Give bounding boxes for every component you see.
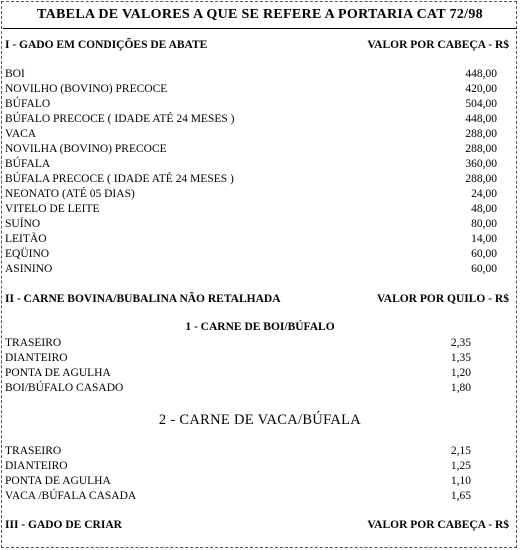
section-2-heading-row bbox=[5, 292, 515, 307]
item-value: 80,00 bbox=[471, 218, 497, 230]
table-row bbox=[5, 202, 515, 217]
item-label: EQÜINO bbox=[5, 248, 50, 260]
table-row bbox=[5, 489, 515, 504]
table-row bbox=[5, 366, 515, 381]
item-label: BOI/BÚFALO CASADO bbox=[5, 382, 124, 394]
table-row bbox=[5, 247, 515, 262]
item-value: 60,00 bbox=[471, 263, 497, 275]
item-label: BÚFALA PRECOCE ( IDADE ATÉ 24 MESES ) bbox=[5, 173, 234, 185]
item-value: 1,10 bbox=[450, 475, 471, 487]
table-row bbox=[5, 82, 515, 97]
item-label: TRASEIRO bbox=[5, 337, 62, 349]
item-value: 360,00 bbox=[465, 158, 497, 170]
item-value: 420,00 bbox=[465, 83, 497, 95]
document-title: TABELA DE VALORES A QUE SE REFERE A PORTARIA CAT 72/98 bbox=[37, 7, 483, 22]
item-label: BOI bbox=[5, 68, 25, 80]
item-label: ASININO bbox=[5, 263, 53, 275]
item-label: PONTA DE AGULHA bbox=[5, 475, 111, 487]
table-row bbox=[5, 127, 515, 142]
item-label: VACA /BÚFALA CASADA bbox=[5, 490, 137, 502]
item-value: 2,15 bbox=[450, 445, 471, 457]
table-row bbox=[5, 172, 515, 187]
table-row bbox=[5, 474, 515, 489]
section-3-heading: III - GADO DE CRIAR bbox=[5, 519, 122, 531]
table-row bbox=[5, 97, 515, 112]
table-row bbox=[5, 142, 515, 157]
item-value: 1,65 bbox=[450, 490, 471, 502]
item-value: 2,35 bbox=[450, 337, 471, 349]
table-row bbox=[5, 232, 515, 247]
table-row bbox=[5, 187, 515, 202]
item-value: 288,00 bbox=[465, 128, 497, 140]
item-label: PONTA DE AGULHA bbox=[5, 367, 111, 379]
item-value: 48,00 bbox=[471, 203, 497, 215]
table-row bbox=[5, 112, 515, 127]
section-1-heading: I - GADO EM CONDIÇÕES DE ABATE bbox=[5, 39, 208, 51]
table-row bbox=[5, 459, 515, 474]
table-row bbox=[5, 336, 515, 351]
document-page bbox=[1, 1, 517, 548]
item-value: 288,00 bbox=[465, 143, 497, 155]
item-label: BÚFALA bbox=[5, 158, 51, 170]
section-1-heading-row bbox=[5, 38, 515, 53]
item-label: TRASEIRO bbox=[5, 445, 62, 457]
subsection-1-heading: 1 - CARNE DE BOI/BÚFALO bbox=[185, 321, 335, 333]
item-value: 14,00 bbox=[471, 233, 497, 245]
table-row bbox=[5, 67, 515, 82]
table-row bbox=[5, 351, 515, 366]
item-label: DIANTEIRO bbox=[5, 460, 68, 472]
section-2-value-heading: VALOR POR QUILO - R$ bbox=[376, 293, 509, 305]
item-label: DIANTEIRO bbox=[5, 352, 68, 364]
item-label: VITELO DE LEITE bbox=[5, 203, 100, 215]
item-label: NOVILHA (BOVINO) PRECOCE bbox=[5, 143, 167, 155]
section-1-value-heading: VALOR POR CABEÇA - R$ bbox=[367, 39, 509, 51]
item-label: NOVILHO (BOVINO) PRECOCE bbox=[5, 83, 168, 95]
table-row bbox=[5, 262, 515, 277]
item-value: 504,00 bbox=[465, 98, 497, 110]
item-label: LEITÃO bbox=[5, 233, 47, 245]
title-divider bbox=[3, 28, 517, 29]
item-label: BÚFALO PRECOCE ( IDADE ATÉ 24 MESES ) bbox=[5, 113, 235, 125]
item-value: 1,35 bbox=[450, 352, 471, 364]
item-value: 1,25 bbox=[450, 460, 471, 472]
table-row bbox=[5, 157, 515, 172]
item-label: VACA bbox=[5, 128, 37, 140]
item-label: SUÍNO bbox=[5, 218, 41, 230]
subsection-2-heading: 2 - CARNE DE VACA/BÚFALA bbox=[158, 412, 362, 428]
item-value: 288,00 bbox=[465, 173, 497, 185]
item-value: 60,00 bbox=[471, 248, 497, 260]
section-2-heading: II - CARNE BOVINA/BUBALINA NÃO RETALHADA bbox=[5, 293, 281, 305]
item-value: 1,20 bbox=[450, 367, 471, 379]
item-value: 448,00 bbox=[465, 113, 497, 125]
table-row bbox=[5, 381, 515, 396]
item-value: 1,80 bbox=[450, 382, 471, 394]
section-3-value-heading: VALOR POR CABEÇA - R$ bbox=[367, 519, 509, 531]
item-value: 448,00 bbox=[465, 68, 497, 80]
item-label: NEONATO (ATÉ 05 DIAS) bbox=[5, 188, 135, 200]
table-row bbox=[5, 444, 515, 459]
section-3-heading-row bbox=[5, 518, 515, 533]
item-value: 24,00 bbox=[471, 188, 497, 200]
table-row bbox=[5, 217, 515, 232]
item-label: BÚFALO bbox=[5, 98, 51, 110]
